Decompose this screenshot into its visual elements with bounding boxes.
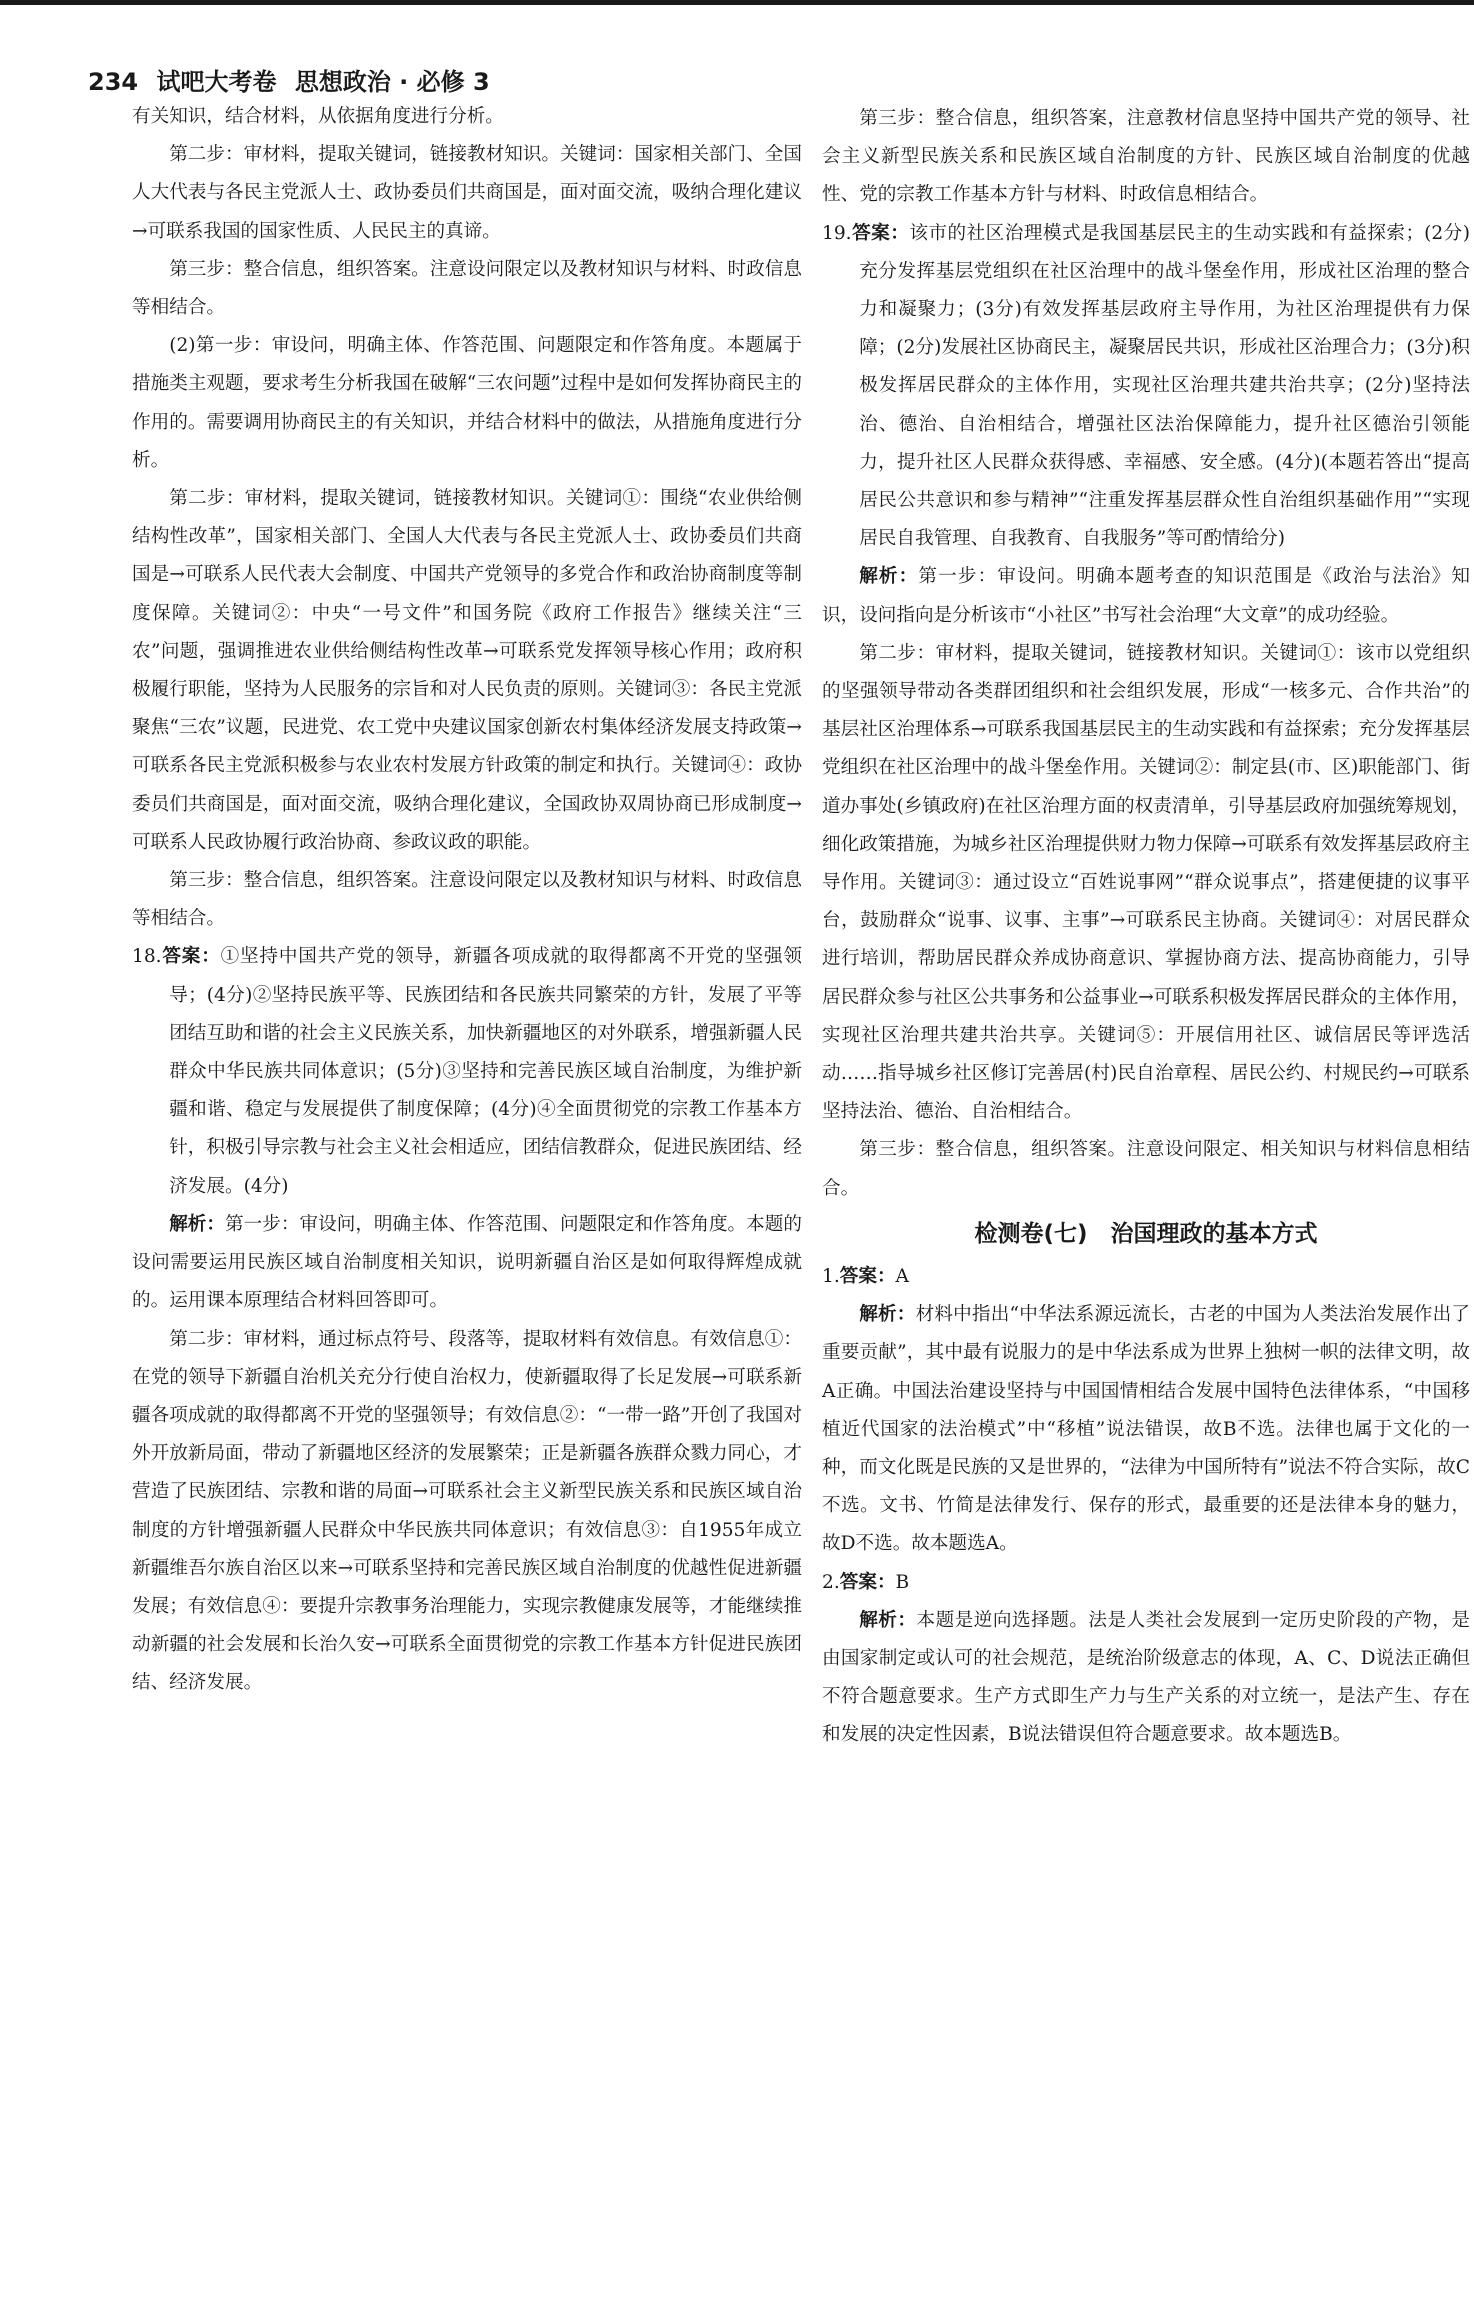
paragraph-text: 第一步：审设问。明确本题考查的知识范围是《政治与法治》知识，设问指向是分析该市“小社区”书写社会治理“大文章”的成功经验。: [822, 566, 1470, 626]
question-number: 1.: [822, 1265, 840, 1287]
answer-item: [132, 938, 802, 1205]
subject-title: 思想政治 · 必修 3: [294, 68, 490, 96]
paragraph-text: 第一步：审设问，明确主体、作答范围、问题限定和作答角度。本题的设问需要运用民族区域自治制度相关知识，说明新疆自治区是如何取得辉煌成就的。运用课本原理结合材料回答即可。: [132, 1213, 802, 1312]
paragraph-text: 第三步：整合信息，组织答案。注意设问限定以及教材知识与材料、时政信息等相结合。: [132, 870, 802, 930]
page-number: 234: [88, 68, 139, 96]
top-rule: [0, 0, 1474, 5]
paragraph: [132, 251, 802, 327]
answer-item: [822, 1564, 1470, 1602]
analysis-label: 解析：: [859, 1609, 917, 1631]
answer-label: 答案：: [161, 946, 221, 968]
paragraph-text: A: [895, 1265, 909, 1287]
paragraph: [132, 1321, 802, 1703]
analysis-label: 解析：: [859, 1304, 916, 1326]
answer-label: 答案：: [839, 1265, 896, 1287]
paragraph: [132, 1206, 802, 1321]
right-column: [822, 100, 1470, 2303]
paragraph-text: 该市的社区治理模式是我国基层民主的生动实践和有益探索；(2分)充分发挥基层党组织在社区治理中的战斗堡垒作用，形成社区治理的整合力和凝聚力；(3分)有效发挥基层政府主导作用，为社区治理提供有力保障；(2分)发展社区协商民主，凝聚居民共识，形成社区治理合力；(3分)积极发挥居民群众的主体作用，实现社区治理共建共治共享；(2分)坚持法治、德治、自治相结合，增强社区法治保障能力，提升社区德治引领能力，提升社区人民群众获得感、幸福感、安全感。(4分)(本题若答出“提高居民公共意识和参与精神”“注重发挥基层群众性自治组织基础作用”“实现居民自我管理、自我教育、自我服务”等可酌情给分): [859, 222, 1470, 550]
paragraph: [822, 100, 1470, 215]
answer-label: 答案：: [839, 1571, 896, 1593]
answer-item: [822, 1258, 1470, 1296]
paragraph: [822, 1602, 1470, 1755]
left-column: [132, 98, 802, 2303]
question-number: 19.: [822, 222, 852, 244]
paragraph-text: 第二步：审材料，提取关键词，链接教材知识。关键词：国家相关部门、全国人大代表与各民主党派人士、政协委员们共商国是，面对面交流，吸纳合理化建议→可联系我国的国家性质、人民民主的真谛。: [132, 144, 802, 242]
paragraph-text: ①坚持中国共产党的领导，新疆各项成就的取得都离不开党的坚强领导；(4分)②坚持民族平等、民族团结和各民族共同繁荣的方针，发展了平等团结互助和谐的社会主义民族关系，加快新疆地区的对外联系，增强新疆人民群众中华民族共同体意识；(5分)③坚持和完善民族区域自治制度，为维护新疆和谐、稳定与发展提供了制度保障；(4分)④全面贯彻党的宗教工作基本方针，积极引导宗教与社会主义社会相适应，团结信教群众，促进民族团结、经济发展。(4分): [169, 946, 802, 1197]
paragraph: [822, 1296, 1470, 1563]
paragraph-text: (2)第一步：审设问，明确主体、作答范围、问题限定和作答角度。本题属于措施类主观题，要求考生分析我国在破解“三农问题”过程中是如何发挥协商民主的作用的。需要调用协商民主的有关知识，并结合材料中的做法，从措施角度进行分析。: [132, 335, 802, 471]
page-header: [88, 62, 500, 97]
paragraph-text: 第二步：审材料，提取关键词，链接教材知识。关键词①：该市以党组织的坚强领导带动各类群团组织和社会组织发展，形成“一核多元、合作共治”的基层社区治理体系→可联系我国基层民主的生动实践和有益探索；充分发挥基层党组织在社区治理中的战斗堡垒作用。关键词②：制定县(市、区)职能部门、街道办事处(乡镇政府)在社区治理方面的权责清单，引导基层政府加强统筹规划，细化政策措施，为城乡社区治理提供财力物力保障→可联系有效发挥基层政府主导作用。关键词③：通过设立“百姓说事网”“群众说事点”，搭建便捷的议事平台，鼓励群众“说事、议事、主事”→可联系民主协商。关键词④：对居民群众进行培训，帮助居民群众养成协商意识、掌握协商方法、提高协商能力，引导居民群众参与社区公共事务和公益事业→可联系积极发挥居民群众的主体作用，实现社区治理共建共治共享。关键词⑤：开展信用社区、诚信居民等评选活动……指导城乡社区修订完善居(村)民自治章程、居民公约、村规民约→可联系坚持法治、德治、自治相结合。: [822, 642, 1470, 1123]
paragraph-text: 有关知识，结合材料，从依据角度进行分析。: [132, 106, 504, 127]
analysis-label: 解析：: [169, 1213, 226, 1235]
paragraph: [132, 480, 802, 862]
question-number: 2.: [822, 1571, 840, 1593]
paragraph-text: B: [895, 1571, 910, 1593]
section-title: 检测卷(七) 治国理政的基本方式: [974, 1220, 1318, 1247]
paragraph: [822, 635, 1470, 1132]
analysis-label: 解析：: [859, 566, 919, 588]
paragraph: [132, 327, 802, 480]
book-title: 试吧大考卷: [156, 68, 277, 96]
paragraph-text: 第三步：整合信息，组织答案。注意设问限定、相关知识与材料信息相结合。: [822, 1139, 1470, 1199]
paragraph-text: 第二步：审材料，通过标点符号、段落等，提取材料有效信息。有效信息①：在党的领导下新疆自治机关充分行使自治权力，使新疆取得了长足发展→可联系新疆各项成就的取得都离不开党的坚强领导；有效信息②：“一带一路”开创了我国对外开放新局面，带动了新疆地区经济的发展繁荣；正是新疆各族群众戮力同心，才营造了民族团结、宗教和谐的局面→可联系社会主义新型民族关系和民族区域自治制度的方针增强新疆人民群众中华民族共同体意识；有效信息③：自1955年成立新疆维吾尔族自治区以来→可联系坚持和完善民族区域自治制度的优越性促进新疆发展；有效信息④：要提升宗教事务治理能力，实现宗教健康发展等，才能继续推动新疆的社会发展和长治久安→可联系全面贯彻党的宗教工作基本方针促进民族团结、经济发展。: [132, 1328, 802, 1694]
paragraph-text: 本题是逆向选择题。法是人类社会发展到一定历史阶段的产物，是由国家制定或认可的社会规范，是统治阶级意志的体现，A、C、D说法正确但不符合题意要求。生产方式即生产力与生产关系的对立统一，是法产生、存在和发展的决定性因素，B说法错误但符合题意要求。故本题选B。: [822, 1609, 1470, 1746]
paragraph-text: 材料中指出“中华法系源远流长，古老的中国为人类法治发展作出了重要贡献”，其中最有说服力的是中华法系成为世界上独树一帜的法律文明，故A正确。中国法治建设坚持与中国国情相结合发展中国特色法律体系，“中国移植近代国家的法治模式”中“移植”说法错误，故B不选。法律也属于文化的一种，而文化既是民族的又是世界的，“法律为中国所特有”说法不符合实际，故C不选。文书、竹简是法律发行、保存的形式，最重要的还是法律本身的魅力，故D不选。故本题选A。: [822, 1304, 1470, 1555]
question-number: 18.: [132, 946, 162, 968]
answer-item: [822, 215, 1470, 559]
paragraph: [132, 862, 802, 938]
paragraph: [132, 136, 802, 251]
paragraph: [822, 558, 1470, 634]
answer-label: 答案：: [851, 222, 910, 244]
paragraph-text: 第二步：审材料，提取关键词，链接教材知识。关键词①：围绕“农业供给侧结构性改革”，国家相关部门、全国人大代表与各民主党派人士、政协委员们共商国是→可联系人民代表大会制度、中国共产党领导的多党合作和政治协商制度等制度保障。关键词②：中央“一号文件”和国务院《政府工作报告》继续关注“三农”问题，强调推进农业供给侧结构性改革→可联系党发挥领导核心作用；政府积极履行职能，坚持为人民服务的宗旨和对人民负责的原则。关键词③：各民主党派聚焦“三农”议题，民进党、农工党中央建议国家创新农村集体经济发展支持政策→可联系各民主党派积极参与农业农村发展方针政策的制定和执行。关键词④：政协委员们共商国是，面对面交流，吸纳合理化建议，全国政协双周协商已形成制度→可联系人民政协履行政治协商、参政议政的职能。: [132, 488, 802, 853]
paragraph: [822, 1131, 1470, 1207]
paragraph-text: 第三步：整合信息，组织答案。注意设问限定以及教材知识与材料、时政信息等相结合。: [132, 258, 802, 319]
paragraph-text: 第三步：整合信息，组织答案，注意教材信息坚持中国共产党的领导、社会主义新型民族关系和民族区域自治制度的方针、民族区域自治制度的优越性、党的宗教工作基本方针与材料、时政信息相结合。: [822, 108, 1470, 206]
paragraph: [132, 98, 802, 136]
